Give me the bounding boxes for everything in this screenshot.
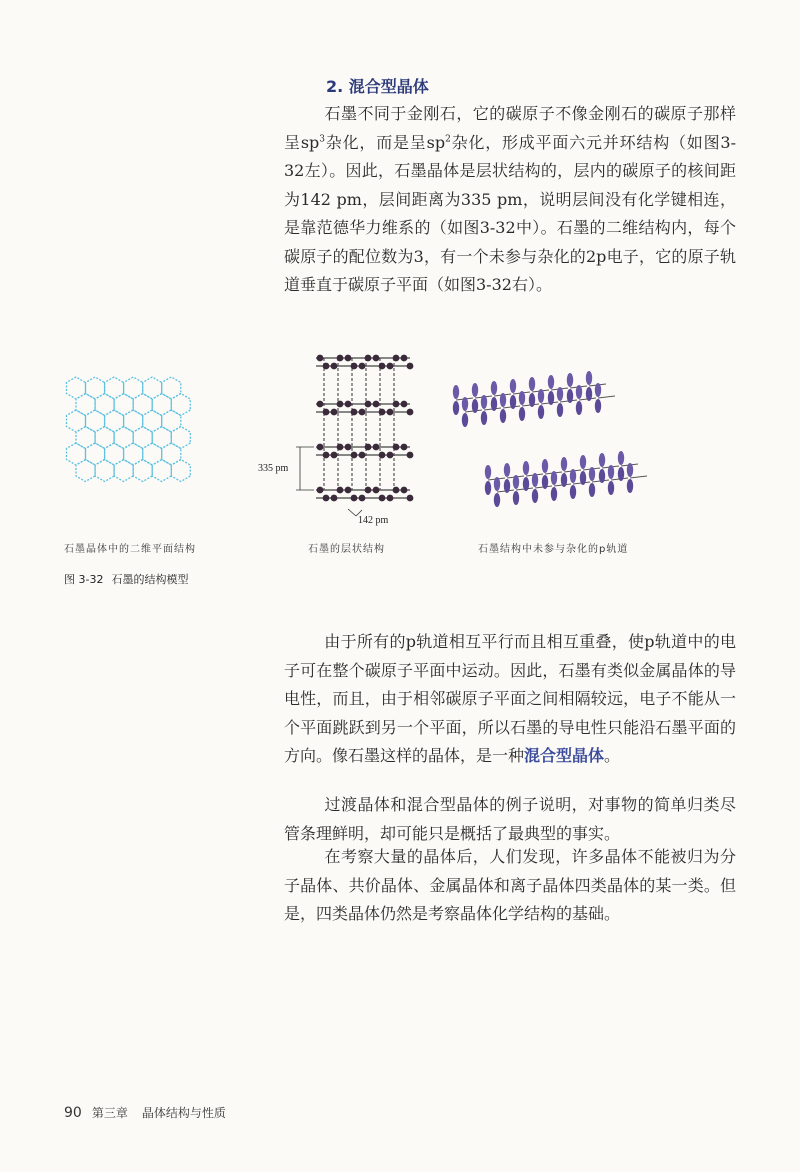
carbon-atom — [407, 495, 414, 502]
carbon-atom — [351, 495, 358, 502]
carbon-atom — [317, 355, 324, 362]
p-orbital-lobe — [557, 387, 563, 401]
carbon-atom — [393, 401, 400, 408]
carbon-atom — [345, 487, 352, 494]
carbon-atom — [401, 444, 408, 451]
carbon-atom — [337, 355, 344, 362]
p-orbital-lobe — [504, 479, 510, 493]
carbon-atom — [337, 487, 344, 494]
carbon-atom — [365, 401, 372, 408]
p-orbital-lobe — [513, 491, 519, 505]
carbon-atom — [379, 452, 386, 459]
carbon-atom — [323, 495, 330, 502]
paragraph-classification: 过渡晶体和混合型晶体的例子说明，对事物的简单归类尽管条理鲜明，却可能只是概括了最典型的事实。 — [284, 795, 736, 843]
carbon-atom — [373, 444, 380, 451]
p-orbital-lobe — [618, 467, 624, 481]
p-orbital-lobe — [491, 397, 497, 411]
p-orbital-lobe — [551, 471, 557, 485]
p-orbital-lobe — [551, 487, 557, 501]
carbon-atom — [387, 495, 394, 502]
carbon-atom — [331, 363, 338, 370]
carbon-atom — [365, 444, 372, 451]
carbon-atom — [351, 363, 358, 370]
carbon-atom — [373, 487, 380, 494]
page-footer — [64, 1104, 226, 1121]
carbon-atom — [407, 409, 414, 416]
p-orbital-lobe — [529, 377, 535, 391]
p-orbital-lobe — [523, 461, 529, 475]
figure-label: 图 3-32 石墨的结构模型 — [64, 573, 189, 586]
p-orbital-lobe — [576, 385, 582, 399]
carbon-atom — [317, 401, 324, 408]
p-orbital-lobe — [538, 389, 544, 403]
carbon-atom — [331, 452, 338, 459]
p-orbital-lobe — [608, 481, 614, 495]
p-orbital-lobe — [627, 463, 633, 477]
p-orbital-lobe — [567, 373, 573, 387]
p-orbital-lobe — [494, 477, 500, 491]
carbon-atom — [331, 409, 338, 416]
carbon-atom — [331, 495, 338, 502]
carbon-atom — [393, 355, 400, 362]
carbon-atom — [387, 452, 394, 459]
carbon-atom — [359, 363, 366, 370]
p-orbital-lobe — [494, 493, 500, 507]
p-orbital-lobe — [542, 475, 548, 489]
carbon-atom — [379, 495, 386, 502]
carbon-atom — [323, 363, 330, 370]
chapter-title: 晶体结构与性质 — [141, 1106, 226, 1120]
carbon-atom — [401, 487, 408, 494]
p-orbital-figure — [448, 360, 668, 510]
p-orbital-lobe — [453, 385, 459, 399]
p-orbital-lobe — [567, 389, 573, 403]
caption-layered-structure: 石墨的层状结构 — [308, 544, 385, 555]
paragraph-conductivity: 由于所有的p轨道相互平行而且相互重叠，使p轨道中的电子可在整个碳原子平面中运动。因此，石墨有类似金属晶体的导电性，而且，由于相邻碳原子平面之间相隔较远，电子不能从一个平面跳跃到另一个平面，所以石墨的导电性只能沿石墨平面的方向。像石墨这样的晶体，是一种混合型晶体。 — [284, 632, 736, 765]
carbon-atom — [337, 401, 344, 408]
p-orbital-lobe — [599, 453, 605, 467]
p-orbital-lobe — [557, 403, 563, 417]
mixed-crystal-term: 混合型晶体 — [524, 746, 605, 765]
p-orbital-lobe — [586, 387, 592, 401]
hexagonal-lattice — [67, 377, 191, 482]
carbon-atom — [373, 401, 380, 408]
p-orbital-lobe — [618, 451, 624, 465]
p-orbital-lobe — [491, 381, 497, 395]
carbon-atom — [407, 363, 414, 370]
carbon-atom — [323, 409, 330, 416]
p-orbital-lobe — [570, 469, 576, 483]
bond-length-label: 142 pm — [358, 515, 389, 526]
carbon-atom — [365, 487, 372, 494]
p-orbital-lobe — [561, 457, 567, 471]
carbon-atom — [407, 452, 414, 459]
hexagon-ring — [171, 394, 190, 416]
hexagon-ring — [171, 460, 190, 482]
p-orbital-lobe — [548, 391, 554, 405]
carbon-atom — [317, 487, 324, 494]
p-orbital-lobe — [481, 411, 487, 425]
section-title: 2. 混合型晶体 — [326, 77, 429, 96]
p-orbital-lobe — [500, 393, 506, 407]
carbon-atom — [393, 487, 400, 494]
p-orbital-lobe — [510, 395, 516, 409]
p-orbital-lobe — [576, 401, 582, 415]
p-orbital-lobe — [595, 399, 601, 413]
chapter-number: 第三章 — [91, 1106, 128, 1120]
sigma-bond — [630, 476, 647, 478]
p-orbital-lobe — [561, 473, 567, 487]
p-orbital-lobe — [589, 467, 595, 481]
p-orbital-lobe — [548, 375, 554, 389]
p-orbital-lobe — [472, 383, 478, 397]
carbon-atom — [401, 355, 408, 362]
carbon-atom — [337, 444, 344, 451]
carbon-atom — [387, 409, 394, 416]
carbon-atom — [379, 363, 386, 370]
graphite-layered-figure — [252, 344, 432, 534]
p-orbital-lobe — [586, 371, 592, 385]
carbon-atom — [387, 363, 394, 370]
p-orbital-lobe — [532, 489, 538, 503]
p-orbital-lobe — [523, 477, 529, 491]
carbon-atom — [373, 355, 380, 362]
carbon-atom — [359, 409, 366, 416]
p-orbital-lobe — [481, 395, 487, 409]
p-orbital-lobe — [570, 485, 576, 499]
caption-2d-structure: 石墨晶体中的二维平面结构 — [64, 544, 196, 555]
hexagon-ring — [171, 427, 190, 449]
caption-p-orbital: 石墨结构中未参与杂化的p轨道 — [478, 544, 629, 555]
page-number: 90 — [64, 1105, 82, 1121]
carbon-atom — [345, 444, 352, 451]
carbon-atom — [379, 409, 386, 416]
p-orbital-lobe — [580, 471, 586, 485]
p-orbital-lobe — [580, 455, 586, 469]
carbon-atom — [359, 495, 366, 502]
interlayer-distance-label: 335 pm — [258, 463, 289, 474]
carbon-atom — [393, 444, 400, 451]
p-orbital-lobe — [595, 383, 601, 397]
carbon-atom — [345, 355, 352, 362]
carbon-atom — [351, 409, 358, 416]
p-orbital-lobe — [519, 391, 525, 405]
p-orbital-lobe — [513, 475, 519, 489]
p-orbital-lobe — [485, 465, 491, 479]
layered-structure — [316, 355, 413, 502]
sigma-bond — [598, 396, 615, 398]
p-orbital-layers — [453, 371, 647, 507]
carbon-atom — [317, 444, 324, 451]
p-orbital-lobe — [453, 401, 459, 415]
p-orbital-lobe — [462, 413, 468, 427]
carbon-atom — [359, 452, 366, 459]
carbon-atom — [401, 401, 408, 408]
p-orbital-lobe — [542, 459, 548, 473]
p-orbital-lobe — [538, 405, 544, 419]
p-orbital-lobe — [519, 407, 525, 421]
p-orbital-lobe — [462, 397, 468, 411]
p-orbital-lobe — [472, 399, 478, 413]
p-orbital-lobe — [485, 481, 491, 495]
paragraph-graphite-structure: 石墨不同于金刚石，它的碳原子不像金刚石的碳原子那样呈$sp^3$杂化，而是呈$sp^2$杂化，形成平面六元并环结构（如图3-32左）。因此，石墨晶体是层状结构的，层内的碳原子的核间距为142 pm，层间距离为335 pm，说明层间没有化学键相连，是靠范德华力维系的（如图3-32中）。石墨的二维结构内，每个碳原子的配位数为3，有一个未参与杂化的2p电子，它的原子轨道垂直于碳原子平面（如图3-32右）。 — [284, 104, 736, 294]
p-orbital-lobe — [608, 465, 614, 479]
carbon-atom — [365, 355, 372, 362]
carbon-atom — [351, 452, 358, 459]
carbon-atom — [323, 452, 330, 459]
p-orbital-lobe — [589, 483, 595, 497]
p-orbital-lobe — [599, 469, 605, 483]
p-orbital-lobe — [532, 473, 538, 487]
p-orbital-lobe — [529, 393, 535, 407]
graphite-2d-lattice-figure — [62, 372, 232, 512]
carbon-atom — [345, 401, 352, 408]
p-orbital-lobe — [504, 463, 510, 477]
p-orbital-lobe — [510, 379, 516, 393]
p-orbital-lobe — [627, 479, 633, 493]
paragraph-four-crystal-types: 在考察大量的晶体后，人们发现，许多晶体不能被归为分子晶体、共价晶体、金属晶体和离子晶体四类晶体的某一类。但是，四类晶体仍然是考察晶体化学结构的基础。 — [284, 847, 736, 923]
p-orbital-lobe — [500, 409, 506, 423]
